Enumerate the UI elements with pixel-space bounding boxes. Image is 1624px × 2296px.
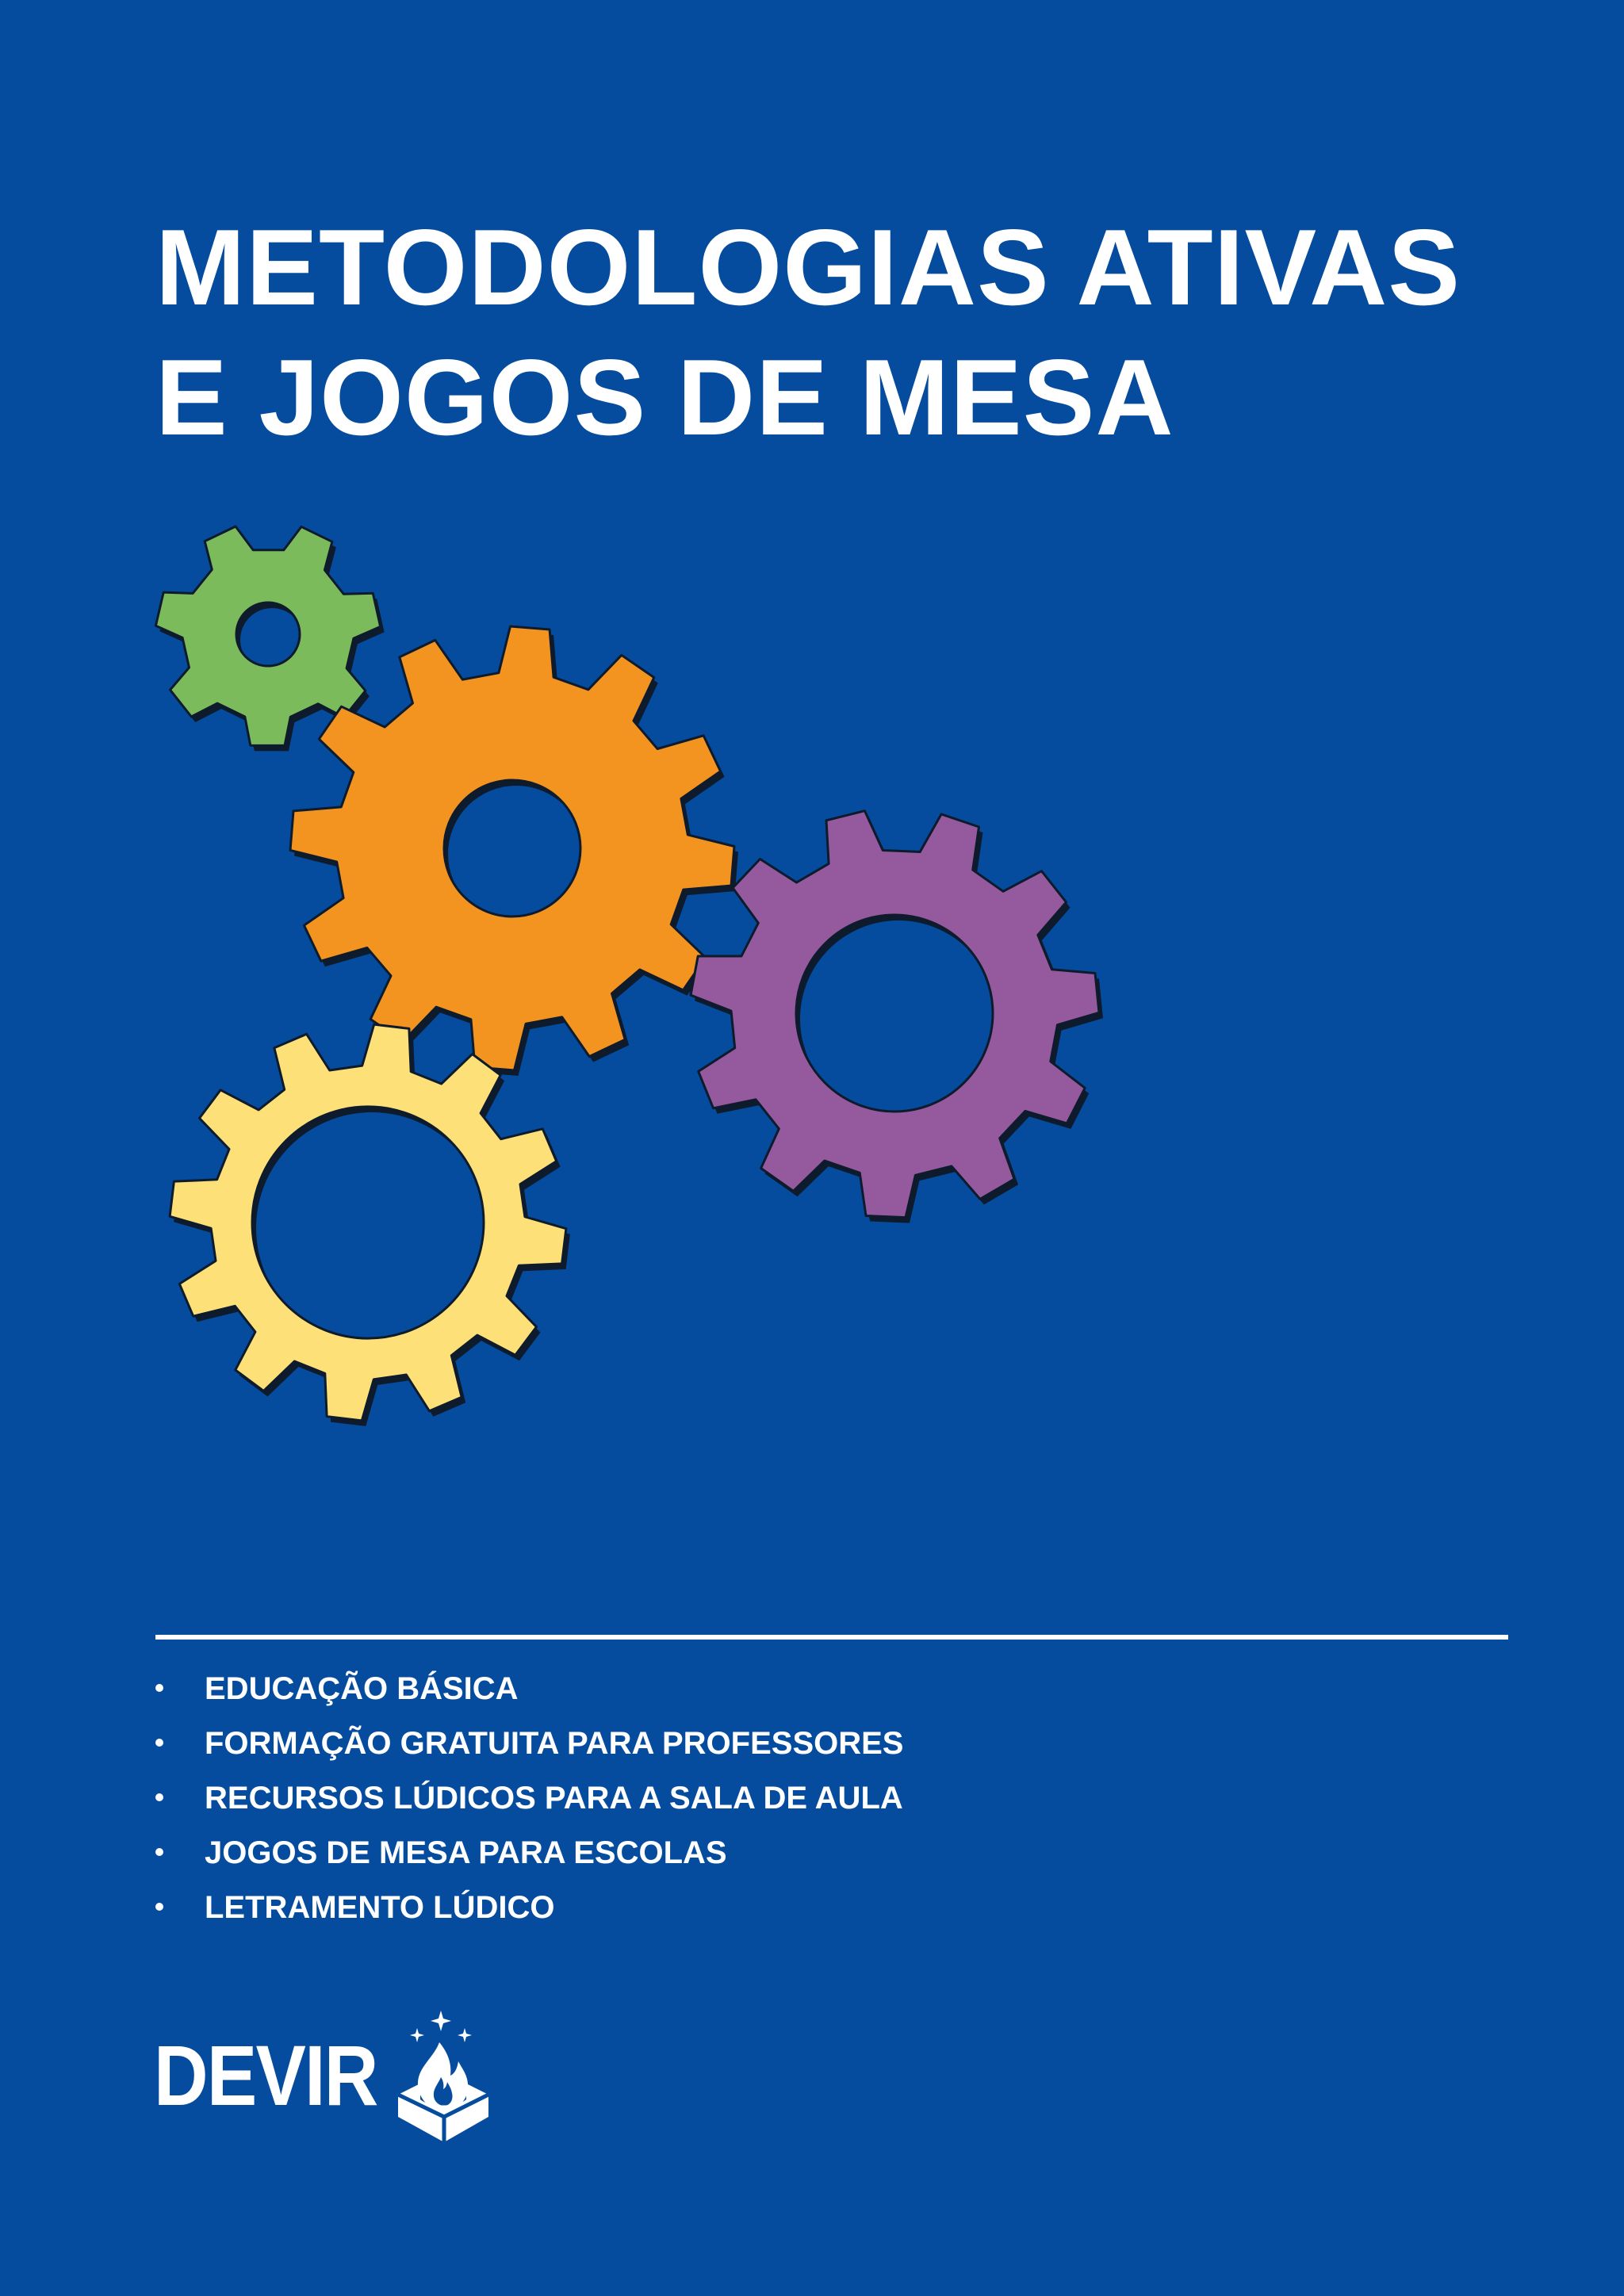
topic-label: JOGOS DE MESA PARA ESCOLAS [205,1835,727,1870]
topic-label: RECURSOS LÚDICOS PARA A SALA DE AULA [205,1781,903,1816]
topic-item [155,1665,903,1720]
topic-item [155,1884,903,1938]
cover-title-line-2: E JOGOS DE MESA [155,337,1174,457]
devir-logo [154,2011,519,2145]
topic-item [155,1720,903,1774]
topic-item [155,1774,903,1829]
brand-name: DEVIR [154,2027,377,2123]
bullet-icon [155,1903,163,1911]
topic-item [155,1829,903,1884]
bullet-icon [155,1793,163,1801]
purple-gear-icon-body [691,811,1099,1218]
divider-rule [155,1635,1508,1640]
bullet-icon [155,1684,163,1692]
bullet-icon [155,1848,163,1856]
topic-label: LETRAMENTO LÚDICO [205,1890,555,1925]
cover-title-line-1: METODOLOGIAS ATIVAS [155,207,1461,327]
flame-box-logo-icon [392,2011,495,2145]
topic-list [155,1665,903,1938]
purple-gear-icon [691,811,1103,1223]
topic-label: FORMAÇÃO GRATUITA PARA PROFESSORES [205,1726,904,1761]
yellow-gear-icon-body [170,1024,566,1421]
topic-label: EDUCAÇÃO BÁSICA [205,1671,519,1706]
yellow-gear-icon [170,1024,570,1426]
bullet-icon [155,1739,163,1747]
